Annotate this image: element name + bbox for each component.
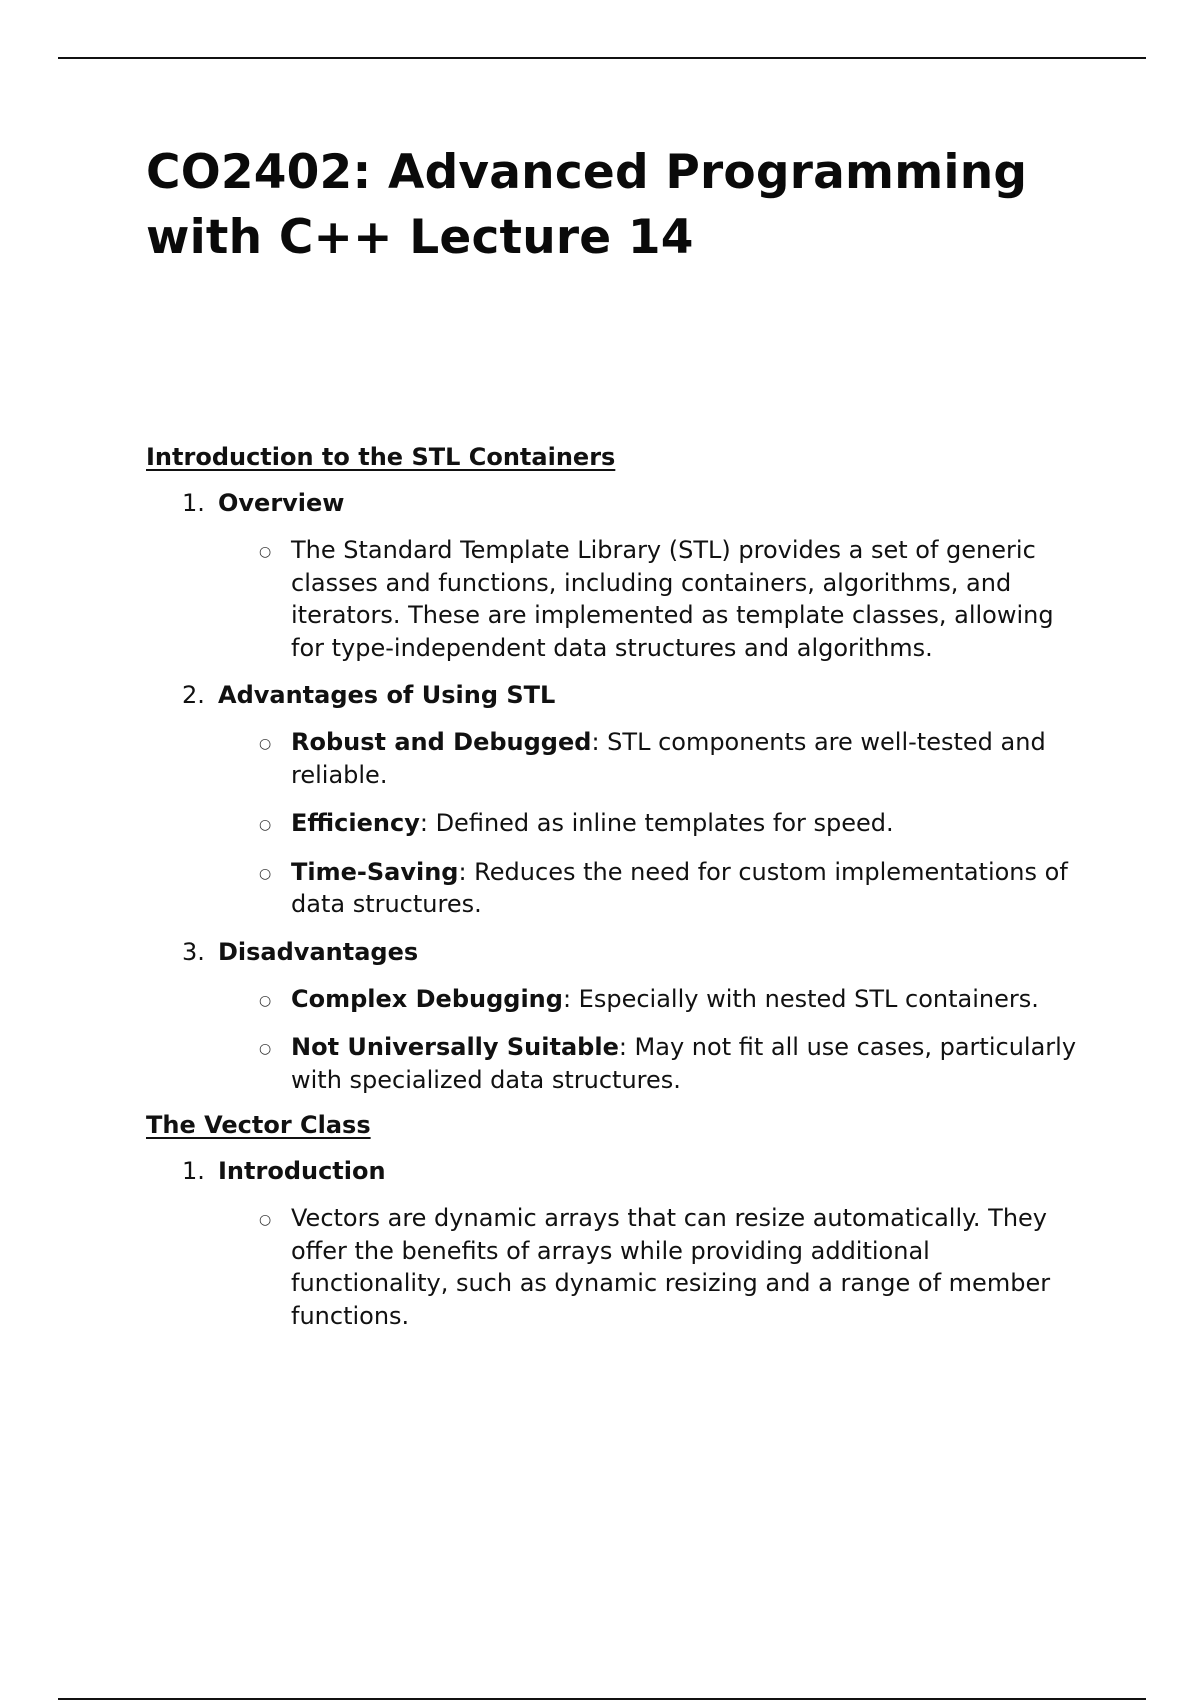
topic-number: 1.	[182, 489, 205, 517]
topic-introduction	[146, 1156, 1076, 1332]
document-title: CO2402: Advanced Programming with C++ Lecture 14	[146, 145, 1028, 265]
point-text: : May not fit all use cases, particularly with specialized data structures.	[291, 1033, 1077, 1094]
circle-bullet-icon: ○	[259, 1212, 272, 1228]
topic-number: 2.	[182, 681, 205, 709]
list-item	[218, 1031, 1076, 1096]
circle-bullet-icon: ○	[259, 817, 272, 833]
document-body	[146, 140, 1076, 1332]
topic-title: Overview	[218, 489, 345, 517]
point-list	[218, 983, 1076, 1097]
circle-bullet-icon: ○	[259, 544, 272, 560]
list-item	[218, 983, 1076, 1016]
topic-list	[146, 1156, 1076, 1332]
point-text: The Standard Template Library (STL) provides a set of generic classes and functions, including containers, algorithms, and iterators. These are implemented as template classes, allowing for type-independent data structures and algorithms.	[291, 536, 1054, 662]
circle-bullet-icon: ○	[259, 1041, 272, 1057]
list-item	[218, 1202, 1076, 1332]
point-lead: Time-Saving	[291, 857, 459, 886]
point-lead: Efficiency	[291, 809, 420, 837]
point-lead: Complex Debugging	[291, 984, 563, 1013]
list-item	[218, 807, 1076, 840]
point-lead: Robust and Debugged	[291, 728, 592, 756]
topic-number: 1.	[182, 1157, 205, 1185]
topic-advantages	[146, 680, 1076, 921]
topic-title: Advantages of Using STL	[218, 681, 556, 709]
circle-bullet-icon: ○	[259, 865, 272, 882]
topic-overview	[146, 488, 1076, 664]
point-list	[218, 1202, 1076, 1332]
topic-disadvantages	[146, 937, 1076, 1097]
point-list	[218, 726, 1076, 921]
top-rule	[58, 57, 1146, 59]
point-list	[218, 534, 1076, 664]
point-text: : Especially with nested STL containers.	[562, 984, 1039, 1013]
point-text: : Defined as inline templates for speed.	[419, 809, 894, 837]
circle-bullet-icon: ○	[259, 992, 272, 1009]
point-text: : Reduces the need for custom implementations of data structures.	[291, 857, 1068, 918]
topic-title: Disadvantages	[218, 937, 419, 966]
list-item	[218, 726, 1076, 791]
topic-title: Introduction	[218, 1157, 386, 1185]
topic-number: 3.	[182, 937, 205, 966]
list-item	[218, 856, 1076, 921]
point-text: : STL components are well-tested and reliable.	[291, 728, 1046, 789]
topic-list	[146, 488, 1076, 1096]
point-text: Vectors are dynamic arrays that can resize automatically. They offer the benefits of arrays while providing additional functionality, such as dynamic resizing and a range of member functions.	[291, 1204, 1051, 1330]
circle-bullet-icon: ○	[259, 736, 272, 752]
point-lead: Not Universally Suitable	[291, 1033, 619, 1061]
section-heading-stl-containers: Introduction to the STL Containers	[146, 443, 616, 471]
list-item	[218, 534, 1076, 664]
section-heading-vector-class: The Vector Class	[146, 1111, 371, 1139]
